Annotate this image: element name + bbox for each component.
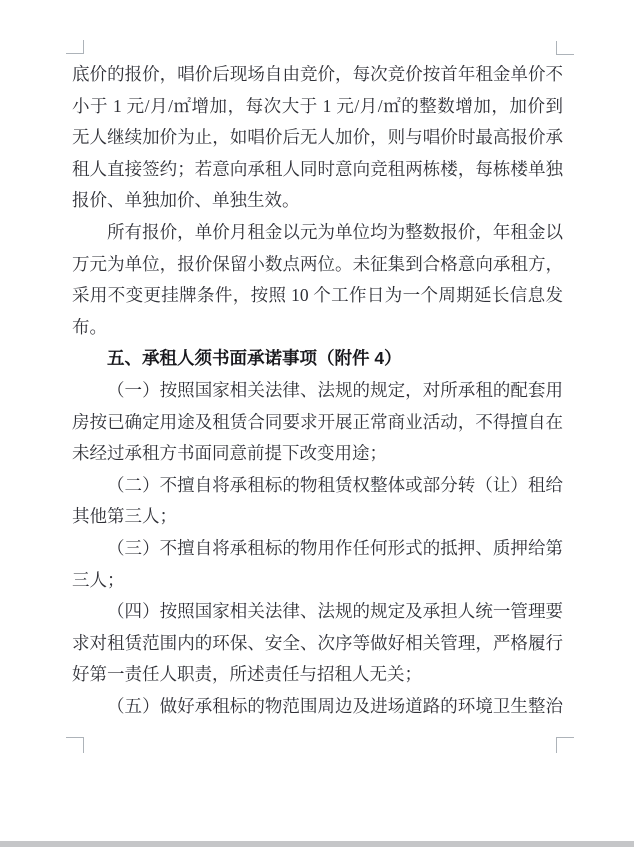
text-line: （二）不擅自将承租标的物租赁权整体或部分转（让）租给 bbox=[107, 474, 563, 495]
text-line: 好第一责任人职责，所述责任与招租人无关； bbox=[72, 664, 422, 685]
text-line: 房按已确定用途及租赁合同要求开展正常商业活动，不得擅自在 bbox=[72, 411, 563, 432]
crop-mark-top-right bbox=[556, 41, 574, 55]
text-line: （一）按照国家相关法律、法规的规定，对所承租的配套用 bbox=[107, 379, 563, 400]
page-gap-divider bbox=[0, 841, 634, 847]
document-text-area bbox=[72, 59, 563, 722]
section-heading: 五、承租人须书面承诺事项（附件 4） bbox=[107, 348, 402, 369]
text-line: （三）不擅自将承租标的物用作任何形式的抵押、质押给第 bbox=[107, 537, 563, 558]
text-line: 租人直接签约；若意向承租人同时意向竞租两栋楼，每栋楼单独 bbox=[72, 158, 563, 179]
text-line: 布。 bbox=[72, 316, 107, 337]
text-line: 万元为单位，报价保留小数点两位。未征集到合格意向承租方， bbox=[72, 253, 563, 274]
text-line: 底价的报价，唱价后现场自由竞价，每次竞价按首年租金单价不 bbox=[72, 64, 563, 84]
text-line: 小于 1 元/月/㎡增加，每次大于 1 元/月/㎡的整数增加，加价到 bbox=[72, 95, 563, 116]
text-line: 未经过承租方书面同意前提下改变用途； bbox=[72, 443, 387, 464]
crop-mark-bottom-right bbox=[556, 737, 574, 753]
text-line: （五）做好承租标的物范围周边及进场道路的环境卫生整治 bbox=[107, 695, 563, 716]
text-line: 求对租赁范围内的环保、安全、次序等做好相关管理，严格履行 bbox=[72, 632, 563, 653]
text-line: 三人； bbox=[72, 569, 125, 590]
text-line: （四）按照国家相关法律、法规的规定及承担人统一管理要 bbox=[107, 601, 563, 622]
text-line: 无人继续加价为止，如唱价后无人加价，则与唱价时最高报价承 bbox=[72, 127, 563, 148]
text-line: 报价、单独加价、单独生效。 bbox=[72, 190, 300, 211]
crop-mark-bottom-left bbox=[66, 737, 84, 753]
text-line: 采用不变更挂牌条件，按照 10 个工作日为一个周期延长信息发 bbox=[72, 285, 563, 306]
text-line: 其他第三人； bbox=[72, 506, 177, 527]
text-line: 所有报价，单价月租金以元为单位均为整数报价，年租金以 bbox=[107, 221, 563, 242]
crop-mark-top-left bbox=[66, 40, 84, 54]
